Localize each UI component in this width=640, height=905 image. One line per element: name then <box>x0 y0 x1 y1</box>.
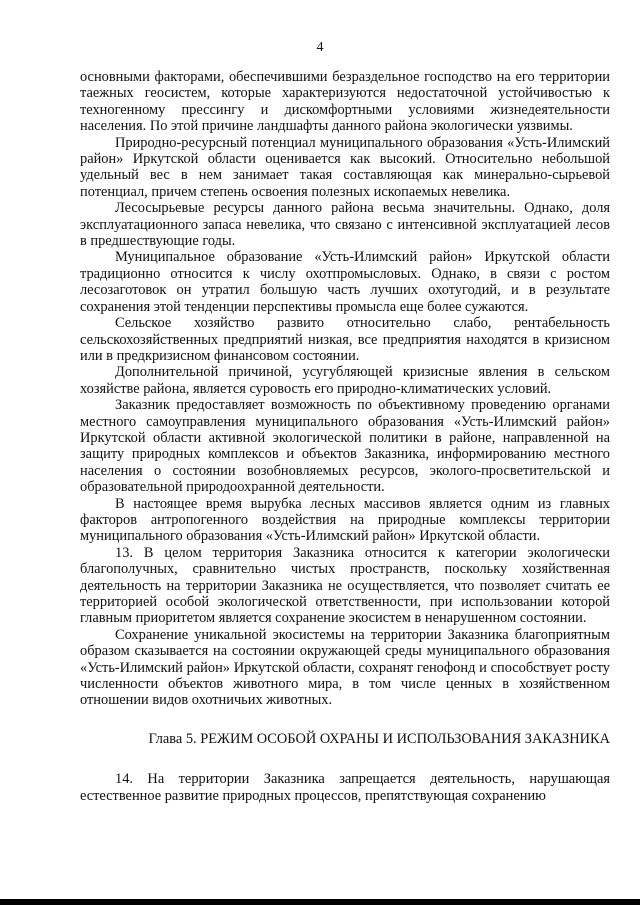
chapter-heading: Глава 5. РЕЖИМ ОСОБОЙ ОХРАНЫ И ИСПОЛЬЗОВАНИЯ ЗАКАЗНИКА <box>148 730 610 747</box>
paragraph-8: В настоящее время вырубка лесных массивов является одним из главных факторов антропогенного воздействия на природные комплексы территории муниципального образования «Усть-Илимский район» Иркутской области. <box>80 495 610 545</box>
paragraph-6: Дополнительной причиной, усугубляющей кризисные явления в сельском хозяйстве района, является суровость его природно-климатических условий. <box>80 364 610 397</box>
page-number: 4 <box>316 40 324 55</box>
paragraph-4: Муниципальное образование «Усть-Илимский район» Иркутской области традиционно относится к числу охотпромысловых. Однако, в связи с ростом лесозаготовок он утратил большую часть лучших охотугодий, и в результате сохранения этой тенденции перспективы промысла еще более сужаются. <box>80 249 610 315</box>
paragraph-10: Сохранение уникальной экосистемы на территории Заказника благоприятным образом сказывается на состоянии окружающей среды муниципального образования «Усть-Илимский район» Иркутской области, сохранят генофонд и способствует росту численности объектов животного мира, в том числе ценных в хозяйственном отношении видов охотничьих животных. <box>80 626 610 709</box>
paragraph-5: Сельское хозяйство развито относительно слабо, рентабельность сельскохозяйственных предприятий низкая, все предприятия находятся в кризисном или в предкризисном финансовом состоянии. <box>80 315 610 364</box>
paragraph-1: основными факторами, обеспечившими безраздельное господство на его территории таежных геосистем, которые характеризуются недостаточной устойчивостью к техногенному прессингу и дискомфортными условиями жизнедеятельности населения. По этой причине ландшафты данного района экологически уязвимы. <box>80 69 610 135</box>
paragraph-9: 13. В целом территория Заказника относится к категории экологически благополучных, сравнительно чистых пространств, поскольку хозяйственная деятельность на территории Заказника не осуществляется, что позволяет считать ее территорией особой экологической ответственности, при использовании которой главным приоритетом является сохранение экосистем в ненарушенном состоянии. <box>80 544 610 627</box>
scan-edge-bar <box>0 899 640 905</box>
paragraph-7: Заказник предоставляет возможность по объективному проведению органами местного самоуправления муниципального образования «Усть-Илимский район» Иркутской области активной экологической политики в районе, направленной на защиту природных комплексов и объектов Заказника, информированию местного населения о состоянии возобновляемых ресурсов, эколого-просветительской и образовательной природоохранной деятельности. <box>80 397 610 496</box>
paragraph-3: Лесосырьевые ресурсы данного района весьма значительны. Однако, доля эксплуатационного запаса невелика, что связано с интенсивной эксплуатацией лесов в предшествующие годы. <box>80 200 610 250</box>
paragraph-11: 14. На территории Заказника запрещается деятельность, нарушающая естественное развитие природных процессов, препятствующая сохранению <box>80 771 610 804</box>
document-body <box>80 69 610 804</box>
paragraph-2: Природно-ресурсный потенциал муниципального образования «Усть-Илимский район» Иркутской области оценивается как высокий. Относительно небольшой удельный вес в нем занимает такая составляющая как минерально-сырьевой потенциал, причем степень освоения полезных ископаемых невелика. <box>80 134 610 200</box>
